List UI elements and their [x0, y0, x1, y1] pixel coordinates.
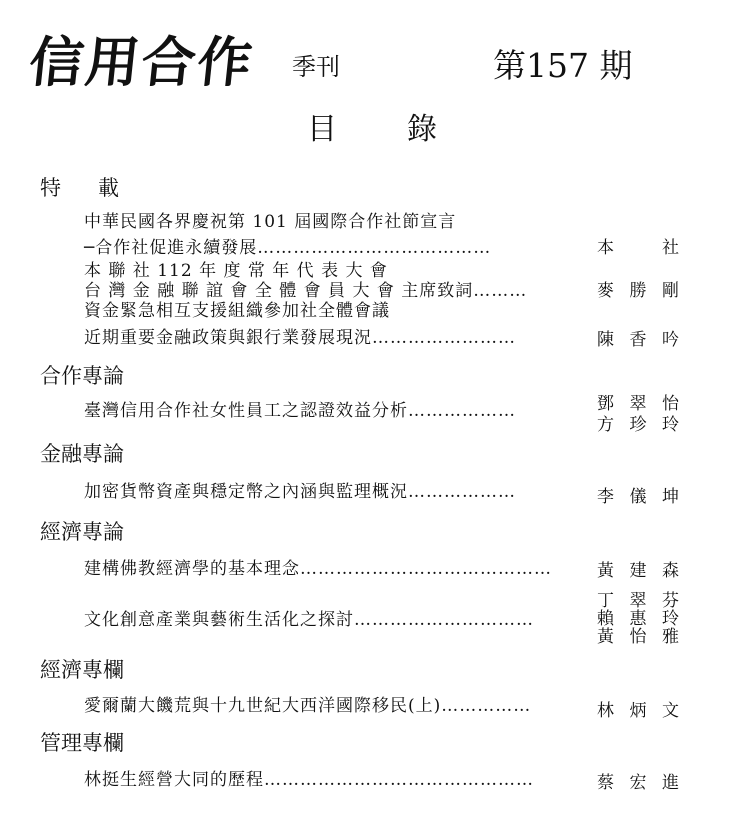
toc-author: 黃 怡 雅	[597, 627, 679, 647]
toc-author: 李 儀 坤	[597, 487, 679, 507]
toc-entry-line: 臺灣信用合作社女性員工之認證效益分析………………	[84, 401, 516, 421]
quarterly-label: 季刊	[292, 53, 340, 81]
toc-author: 本 社	[597, 238, 679, 258]
toc-entry-line: 中華民國各界慶祝第 101 屆國際合作社節宣言	[84, 212, 457, 232]
toc-author: 丁 翠 芬	[597, 591, 679, 611]
section-heading: 金融專論	[40, 442, 124, 466]
section-heading: 經濟專論	[40, 520, 124, 544]
toc-entry-line: 本 聯 社 112 年 度 常 年 代 表 大 會	[84, 261, 388, 281]
issue-number: 第157 期	[493, 46, 633, 85]
toc-author: 鄧 翠 怡	[597, 394, 679, 414]
journal-title: 信用合作	[26, 31, 257, 94]
toc-author: 麥 勝 剛	[597, 281, 679, 301]
toc-entry-line: 愛爾蘭大饑荒與十九世紀大西洋國際移民(上)……………	[84, 696, 532, 716]
toc-entry-line: 台 灣 金 融 聯 誼 會 全 體 會 員 大 會 主席致詞………	[84, 281, 528, 301]
section-heading: 經濟專欄	[40, 658, 124, 682]
toc-title: 目錄	[307, 112, 507, 147]
toc-author: 賴 惠 玲	[597, 609, 679, 629]
toc-entry-line: 林挺生經營大同的歷程………………………………………	[84, 770, 534, 790]
toc-author: 蔡 宏 進	[597, 773, 679, 793]
toc-author: 陳 香 吟	[597, 330, 679, 350]
toc-entry-line: 加密貨幣資產與穩定幣之內涵與監理概況………………	[84, 482, 516, 502]
toc-entry-line: 近期重要金融政策與銀行業發展現況……………………	[84, 328, 516, 348]
section-heading: 特載	[40, 176, 156, 200]
toc-author: 方 珍 玲	[597, 415, 679, 435]
toc-entry-line: 文化創意產業與藝術生活化之探討…………………………	[84, 610, 534, 630]
toc-author: 黃 建 森	[597, 561, 679, 581]
toc-entry-line: ─合作社促進永續發展…………………………………	[84, 238, 492, 258]
section-heading: 管理專欄	[40, 731, 124, 755]
toc-entry-line: 建構佛教經濟學的基本理念……………………………………	[84, 559, 552, 579]
section-heading: 合作專論	[40, 364, 124, 388]
toc-author: 林 炳 文	[597, 701, 679, 721]
toc-entry-line: 資金緊急相互支援組織參加社全體會議	[84, 301, 390, 321]
